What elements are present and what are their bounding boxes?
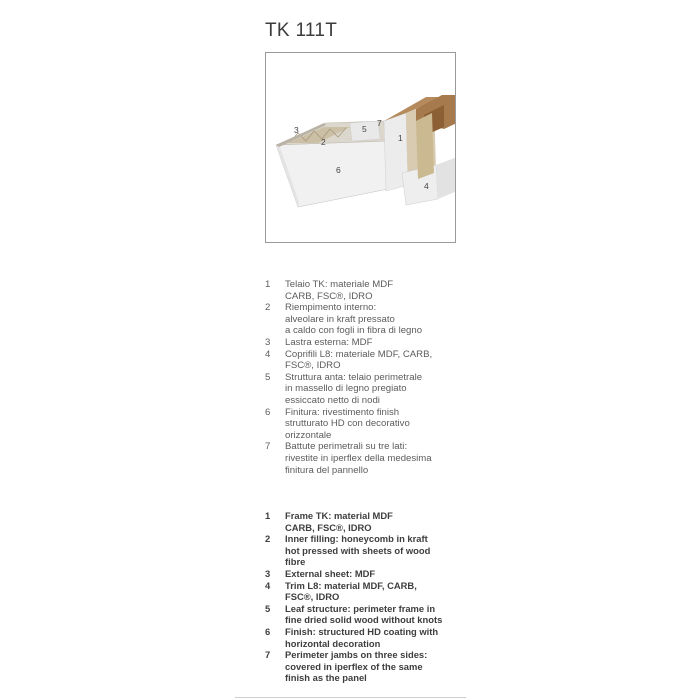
legend-item — [265, 568, 465, 580]
legend-item — [265, 533, 465, 568]
legend-number: 7 — [265, 649, 271, 661]
legend-number: 1 — [265, 510, 271, 521]
legend-item — [265, 603, 465, 626]
figure-label-5: 5 — [362, 124, 367, 134]
legend-item — [265, 407, 465, 442]
legend-english — [265, 510, 465, 684]
figure-label-3: 3 — [294, 125, 299, 135]
legend-text: Battute perimetrali su tre lati: rivestite in iperflex della medesima finitura del pannello — [285, 441, 432, 476]
trim-l8-side — [436, 157, 456, 199]
legend-item — [265, 649, 465, 684]
frame-core — [416, 113, 434, 179]
figure-label-2: 2 — [321, 137, 326, 147]
legend-number: 4 — [265, 579, 271, 591]
legend-text: Riempimento interno: alveolare in kraft pressato a caldo con fogli in fibra di legno — [285, 302, 423, 337]
legend-text: Leaf structure: perimeter frame in fine dried solid wood without knots — [285, 602, 443, 626]
door-leaf-face — [276, 141, 388, 207]
legend-number: 3 — [265, 336, 271, 348]
legend-number: 2 — [265, 302, 271, 314]
legend-item — [265, 279, 465, 302]
legend-text: Perimeter jambs on three sides: covered in iperflex of the same finish as the panel — [285, 649, 428, 684]
legend-item — [265, 580, 465, 603]
legend-number: 3 — [265, 567, 271, 579]
legend-number: 5 — [265, 602, 271, 614]
legend-item — [265, 372, 465, 407]
legend-number: 4 — [265, 348, 271, 360]
door-section-figure — [265, 52, 456, 243]
legend-italian — [265, 279, 465, 476]
legend-item — [265, 441, 465, 476]
legend-text: Telaio TK: materiale MDF CARB, FSC®, IDRO — [285, 279, 394, 302]
legend-item — [265, 302, 465, 337]
legend-number: 6 — [265, 406, 271, 418]
legend-text: External sheet: MDF — [285, 567, 376, 579]
legend-item — [265, 349, 465, 372]
legend-number: 2 — [265, 533, 271, 545]
legend-item — [265, 337, 465, 349]
legend-number: 5 — [265, 371, 271, 383]
figure-label-6: 6 — [336, 165, 341, 175]
door-section-drawing — [266, 53, 456, 243]
legend-text: Trim L8: material MDF, CARB, FSC®, IDRO — [285, 579, 417, 603]
legend-text: Finish: structured HD coating with horizontal decoration — [285, 625, 439, 649]
bottom-divider — [235, 697, 466, 698]
legend-text: Coprifili L8: materiale MDF, CARB, FSC®, IDRO — [285, 348, 433, 372]
legend-number: 7 — [265, 441, 271, 453]
legend-text: Inner filling: honeycomb in kraft hot pressed with sheets of wood fibre — [285, 533, 431, 568]
legend-number: 1 — [265, 279, 271, 290]
legend-number: 6 — [265, 625, 271, 637]
figure-label-1: 1 — [398, 133, 403, 143]
legend-text: Struttura anta: telaio perimetrale in massello di legno pregiato essiccato netto di nodi — [285, 371, 423, 406]
legend-item — [265, 626, 465, 649]
legend-text: Frame TK: material MDF CARB, FSC®, IDRO — [285, 510, 393, 533]
page-title: TK 111T — [265, 20, 338, 41]
legend-item — [265, 510, 465, 533]
legend-text: Lastra esterna: MDF — [285, 336, 373, 348]
legend-text: Finitura: rivestimento finish strutturato HD con decorativo orizzontale — [285, 406, 410, 441]
figure-label-4: 4 — [424, 181, 429, 191]
figure-label-7: 7 — [377, 118, 382, 128]
